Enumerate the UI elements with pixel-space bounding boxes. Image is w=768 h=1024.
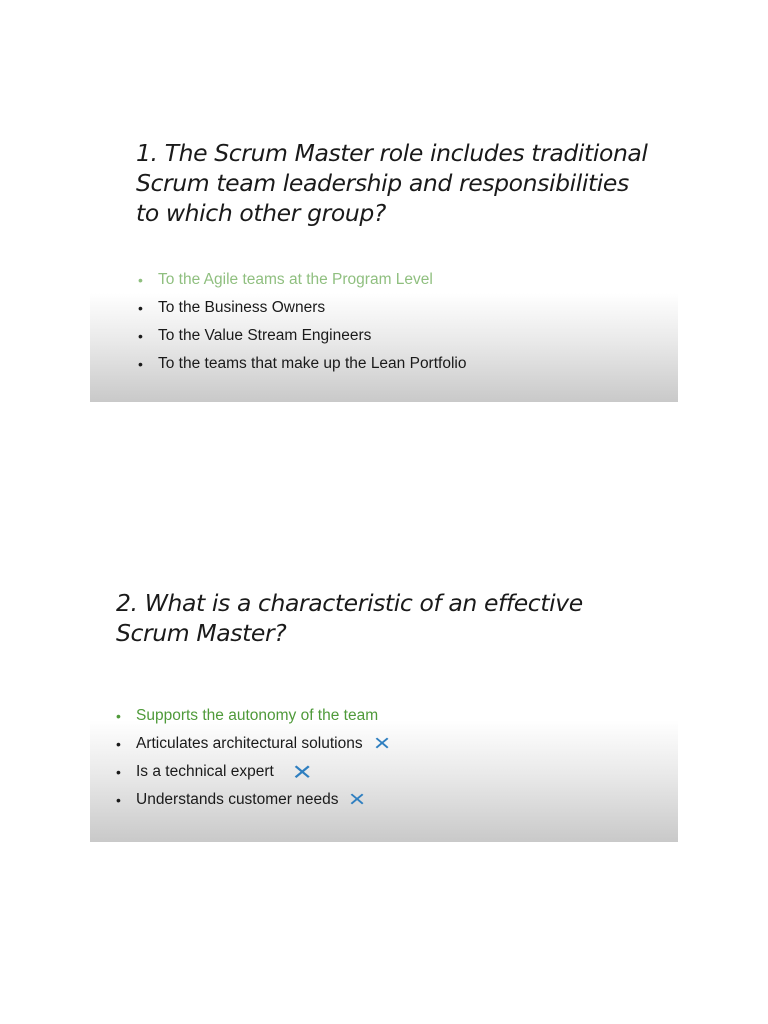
cross-mark-icon: × xyxy=(349,785,366,813)
answer-option xyxy=(114,730,389,758)
bullet: • xyxy=(138,328,143,344)
answer-list xyxy=(136,266,466,378)
answer-option xyxy=(136,350,466,378)
bullet: • xyxy=(116,764,121,780)
answer-text: To the Agile teams at the Program Level xyxy=(158,271,433,288)
answer-option-correct xyxy=(136,266,466,294)
slide-question-1 xyxy=(90,110,678,402)
bullet: • xyxy=(116,708,121,724)
question-title: 2. What is a characteristic of an effective Scrum Master? xyxy=(116,589,583,647)
cross-mark-icon: × xyxy=(292,755,312,787)
bullet: • xyxy=(138,300,143,316)
question-title: 1. The Scrum Master role includes traditional Scrum team leadership and responsibilities to which other group? xyxy=(136,139,648,227)
bullet: • xyxy=(116,736,121,752)
cross-mark-icon: × xyxy=(373,729,390,757)
answer-option xyxy=(114,786,389,814)
answer-option xyxy=(136,322,466,350)
answer-text: Is a technical expert xyxy=(136,763,274,780)
answer-list xyxy=(114,702,389,814)
slide-question-2 xyxy=(90,560,678,842)
answer-option xyxy=(114,755,389,787)
answer-option xyxy=(136,294,466,322)
bullet: • xyxy=(116,792,121,808)
answer-text: To the teams that make up the Lean Portfolio xyxy=(158,355,467,372)
answer-text: Understands customer needs xyxy=(136,791,339,808)
bullet: • xyxy=(138,356,143,372)
answer-text: Articulates architectural solutions xyxy=(136,735,363,752)
answer-option-correct xyxy=(114,702,389,730)
answer-text: To the Value Stream Engineers xyxy=(158,327,372,344)
answer-text: Supports the autonomy of the team xyxy=(136,707,379,724)
answer-text: To the Business Owners xyxy=(158,299,326,316)
bullet: • xyxy=(138,272,143,288)
